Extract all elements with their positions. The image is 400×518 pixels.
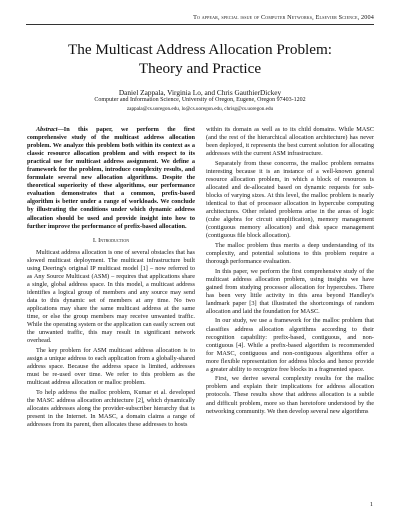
abstract-text: —In this paper, we perform the first comprehensive study of the multicast address allocation problem. We analyze this problem both within its context as a classic resource allocation problem and with respect to its practical use for multicast address assignment. We define a framework for the problem, introduce complexity results, and formulate several new allocation algorithms. Despite the theoretical superiority of these algorithms, our performance evaluation demonstrates that a common, prefix-based algorithm is better under a range of workloads. We conclude by illustrating the conditions under which dynamic address allocation should be used and provide insight into how to further improve the performance of prefix-based allocation. bbox=[27, 126, 195, 230]
paragraph: within its domain as well as to its child domains. While MASC (and the rest of the hierarchical allocation architecture) has never been deployed, it represents the best current solution for allocating addresses with the current ASM infrastructure. bbox=[206, 126, 374, 158]
paper-title bbox=[0, 40, 400, 78]
emails: zappala@cs.uoregon.edu, lo@cs.uoregon.edu, chrisg@cs.uoregon.edu bbox=[126, 106, 274, 112]
affiliation: Computer and Information Science, University of Oregon, Eugene, Oregon 97403-1202 bbox=[94, 97, 306, 103]
authors: Daniel Zappala, Virginia Lo, and Chris GauthierDickey bbox=[118, 88, 282, 97]
paragraph: Separately from these concerns, the malloc problem remains interesting because it is an instance of a well-known general resource allocation problem, in which a block of resources is allocated and de-allocated based on dynamic requests for sub-blocks of varying sizes. At this level, the malloc problem is nearly identical to that of processor allocation in hypercube computing architectures. Other related problems arise in the areas of logic (cube algebra for circuit simplification), memory management (contiguous memory allocation) and disk space management (contiguous file block allocation). bbox=[206, 159, 374, 240]
section-heading-introduction: I. Introduction bbox=[92, 236, 130, 244]
paragraph: Multicast address allocation is one of several obstacles that has slowed multicast deployment. The multicast infrastructure built using Deering's original IP multicast model [1] – now referred to as Any Source Multicast (ASM) – requires that applications share a single, global address space. In this model, a multicast address identifies a logical group of members and any source may send data to this dynamic set of members at any time. No two applications may share the same multicast address at the same time, or else the group members may receive unwanted traffic. While the operating system or the application can easily screen out the unwanted traffic, this may result in significant network overhead. bbox=[27, 248, 195, 345]
left-column bbox=[27, 126, 195, 430]
paragraph: To help address the malloc problem, Kumar et al. developed the MASC address allocation architecture [2], which dynamically allocates addresses along the provider-subscriber hierarchy that is present in the Internet. In MASC, a domain claims a range of addresses from its parent, then allocates these addresses to hosts bbox=[27, 388, 195, 428]
header-rule bbox=[26, 24, 374, 25]
paragraph: First, we derive several complexity results for the malloc problem and explain their implications for address allocation protocols. These results show that address allocation is a subtle and difficult problem, more so than heretofore understood by the networking community. We then develop several new algorithms bbox=[206, 375, 374, 415]
title-line-1: The Multicast Address Allocation Problem: bbox=[67, 41, 333, 58]
title-line-2: Theory and Practice bbox=[138, 60, 262, 77]
paragraph: In our study, we use a framework for the malloc problem that classifies address allocation algorithms according to their recognition capability: prefix-based, contiguous, and non-contiguous [4]. While a prefix-based algorithm is recommended for MASC, contiguous and non-contiguous algorithms offer a more flexible representation for address blocks and hence provide a greater ability to recognize free blocks in a fragmented space. bbox=[206, 317, 374, 373]
abstract bbox=[27, 126, 195, 231]
page-number: 1 bbox=[369, 501, 373, 508]
running-head: To appear, special issue of Computer Networks, Elsevier Science, 2004 bbox=[193, 14, 374, 21]
paragraph: The malloc problem thus merits a deep understanding of its complexity, and potential solutions to this problem require a thorough performance evaluation. bbox=[206, 241, 374, 265]
abstract-label: Abstract bbox=[36, 126, 58, 133]
right-column bbox=[206, 126, 374, 417]
paragraph: The key problem for ASM multicast address allocation is to assign a unique address to each application from a globally-shared address space. Because the address space is limited, addresses must be re-used over time. We refer to this problem as the multicast address allocation or malloc problem. bbox=[27, 346, 195, 386]
paragraph: In this paper, we perform the first comprehensive study of the multicast address allocation problem, using insights we have gained from studying processor allocation for hypercubes. There has been very little activity in this area beyond Handley's landmark paper [3] that illustrated the shortcomings of random allocation and laid the foundation for MASC. bbox=[206, 267, 374, 315]
